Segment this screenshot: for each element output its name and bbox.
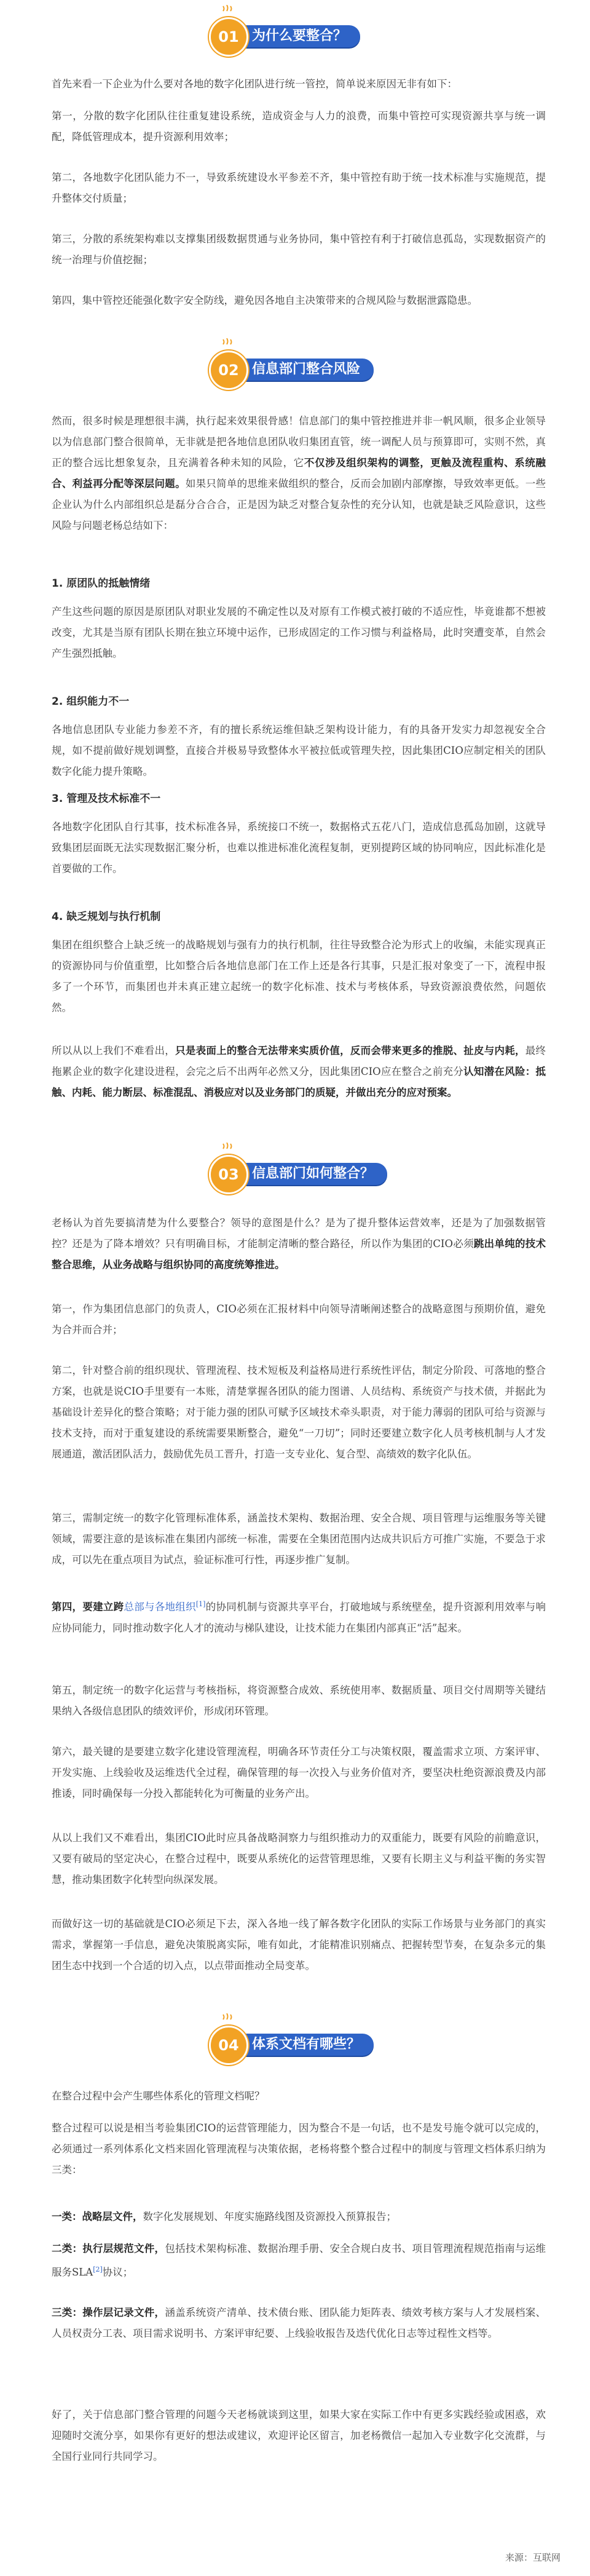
paragraph: 然而，很多时候是理想很丰满，执行起来效果很骨感！信息部门的集中管控推进并非一帆风顺，很多企业领导以为信息部门整合很简单，无非就是把各地信息团队收归集团直管，统一调配人员与预算即可，实则不然，真正的整合远比想象复杂，且充满着各种未知的风险，它不仅涉及组织架构的调整，更触及流程重构、系统融合、利益再分配等深层问题。如果只简单的思维来做组织的整合，反而会加剧内部摩擦，导致效率更低。一些企业认为什么内部组织总是磊分合合合，正是因为缺乏对整合复杂性的充分认知，也就是缺乏风险意识，这些风险与问题老杨总结如下： bbox=[52, 415, 546, 531]
section-04-header bbox=[209, 2017, 381, 2070]
steam-cup-icon bbox=[218, 5, 236, 17]
subheading: 2. 组织能力不一 bbox=[52, 696, 130, 708]
paragraph: 产生这些问题的原因是原团队对职业发展的不确定性以及对原有工作模式被打破的不适应性，毕竟谁都不想被改变，尤其是当原有团队长期在独立环境中运作，已形成固定的工作习惯与利益格局，此时突遭变革，自然会产生强烈抵触。 bbox=[52, 606, 546, 659]
paragraph: 所以从以上我们不难看出，只是表面上的整合无法带来实质价值，反而会带来更多的推脱、扯皮与内耗，最终拖累企业的数字化建设进程，会完之后不出两年必然又分，因此集团CIO应在整合之前充分认知潜在风险：抵触、内耗、能力断层、标准混乱、消极应对以及业务部门的质疑，并做出充分的应对预案。 bbox=[52, 1045, 546, 1098]
paragraph: 首先来看一下企业为什么要对各地的数字化团队进行统一管控，简单说来原因无非有如下： bbox=[52, 78, 457, 90]
list-item: 二类：执行层规范文件，包括技术架构标准、数据治理手册、安全合规白皮书、项目管理流程规范指南与运维服务SLA[2]协议； bbox=[52, 2243, 546, 2278]
paragraph: 而做好这一切的基础就是CIO必须足下去，深入各地一线了解各数字化团队的实际工作场景与业务部门的真实需求，掌握第一手信息，避免决策脱离实际，唯有如此，才能精准识别痛点、把握转型节奏，在复杂多元的集团生态中找到一个合适的切入点，以点带面推动全局变革。 bbox=[52, 1918, 546, 1972]
footnote-ref[interactable]: [2] bbox=[93, 2265, 103, 2273]
section-title: 信息部门整合风险 bbox=[231, 359, 374, 381]
section-number: 01 bbox=[209, 17, 248, 57]
steam-cup-icon bbox=[218, 1143, 236, 1155]
section-number: 02 bbox=[209, 351, 248, 390]
paragraph: 集团在组织整合上缺乏统一的战略规划与强有力的执行机制，往往导致整合沦为形式上的收编，未能实现真正的资源协同与价值重塑，比如整合后各地信息部门在工作上还是各行其事，只是汇报对象变了一下，流程申报多了一个环节，而集团也并未真正建立起统一的数字化标准、技术与考核体系，导致资源浪费依然，问题依然。 bbox=[52, 939, 546, 1013]
paragraph: 第五，制定统一的数字化运营与考核指标，将资源整合成效、系统使用率、数据质量、项目交付周期等关键结果纳入各级信息团队的绩效评价，形成闭环管理。 bbox=[52, 1684, 546, 1717]
paragraph: 从以上我们又不难看出，集团CIO此时应具备战略洞察力与组织推动力的双重能力，既要有风险的前瞻意识，又要有破局的坚定决心，在整合过程中，既要从系统化的运营管理思维，又要有长期主义与利益平衡的务实智慧，推动集团数字化转型向纵深发展。 bbox=[52, 1832, 546, 1885]
footnote-ref[interactable]: [1] bbox=[195, 1600, 206, 1608]
section-title: 信息部门如何整合？ bbox=[231, 1163, 387, 1185]
source-caption: 来源：互联网 bbox=[505, 2552, 560, 2563]
paragraph: 第三，分散的系统架构难以支撑集团级数据贯通与业务协同，集中管控有利于打破信息孤岛，实现数据资产的统一治理与价值挖掘； bbox=[52, 233, 546, 266]
paragraph: 第三，需制定统一的数字化管理标准体系，涵盖技术架构、数据治理、安全合规、项目管理与运维服务等关键领域，需要注意的是该标准在集团内部统一标准，需要在全集团范围内达成共识后方可推广实施，不要急于求成，可以先在重点项目为试点，验证标准可行性，再逐步推广复制。 bbox=[52, 1512, 546, 1566]
paragraph: 第二，各地数字化团队能力不一，导致系统建设水平参差不齐，集中管控有助于统一技术标准与实施规范，提升整体交付质量； bbox=[52, 172, 546, 204]
section-number: 04 bbox=[209, 2026, 248, 2065]
section-title: 体系文档有哪些？ bbox=[231, 2034, 374, 2056]
paragraph: 各地数字化团队自行其事，技术标准各异，系统接口不统一，数据格式五花八门，造成信息孤岛加剧，这就导致集团层面既无法实现数据汇聚分析，也难以推进标准化流程复制，更别提跨区域的协同响应，因此标准化是首要做的工作。 bbox=[52, 821, 546, 874]
section-01-header bbox=[209, 9, 381, 61]
paragraph: 老杨认为首先要搞清楚为什么要整合？领导的意图是什么？是为了提升整体运营效率，还是为了加强数据管控？还是为了降本增效？只有明确目标，才能制定清晰的整合路径，所以作为集团的CIO必须跳出单纯的技术整合思维，从业务战略与组织协同的高度统筹推进。 bbox=[52, 1217, 546, 1270]
steam-cup-icon bbox=[218, 338, 236, 351]
paragraph: 第一，分散的数字化团队往往重复建设系统，造成资金与人力的浪费，而集中管控可实现资源共享与统一调配，降低管理成本，提升资源利用效率； bbox=[52, 110, 546, 143]
paragraph: 整合过程可以说是相当考验集团CIO的运营管理能力，因为整合不是一句话，也不是发号施令就可以完成的，必须通过一系列体系化文档来固化管理流程与决策依据，老杨将整个整合过程中的制度与管理文档体系归纳为三类： bbox=[52, 2122, 546, 2176]
paragraph: 第四，集中管控还能强化数字安全防线，避免因各地自主决策带来的合规风险与数据泄露隐患。 bbox=[52, 295, 478, 306]
inline-link[interactable]: 总部与各地组织 bbox=[124, 1601, 196, 1613]
section-02-header bbox=[209, 342, 381, 395]
subheading: 3. 管理及技术标准不一 bbox=[52, 793, 161, 805]
paragraph: 好了，关于信息部门整合管理的问题今天老杨就谈到这里，如果大家在实际工作中有更多实践经验或困惑，欢迎随时交流分享，如果你有更好的想法或建议，欢迎评论区留言，加老杨微信一起加入专业数字化交流群，与全国行业同行共同学习。 bbox=[52, 2409, 546, 2462]
steam-cup-icon bbox=[218, 2013, 236, 2026]
paragraph: 在整合过程中会产生哪些体系化的管理文档呢？ bbox=[52, 2090, 265, 2102]
subheading: 4. 缺乏规划与执行机制 bbox=[52, 911, 161, 923]
section-title: 为什么要整合？ bbox=[231, 25, 360, 47]
paragraph: 第二，针对整合前的组织现状、管理流程、技术短板及利益格局进行系统性评估，制定分阶段、可落地的整合方案，也就是说CIO手里要有一本账，清楚掌握各团队的能力图谱、人员结构、系统资产与技术债，并据此为基础设计差异化的整合策略；对于能力强的团队可赋予区域技术牵头职责，对于能力薄弱的团队可给与资源与技术支持，而对于重复建设的系统需要果断整合，避免“一刀切”；同时还要建立数字化人员考核机制与人才发展通道，激活团队活力，鼓励优先员工晋升，打造一支专业化、复合型、高绩效的数字化队伍。 bbox=[52, 1365, 546, 1460]
paragraph: 第六，最关键的是要建立数字化建设管理流程，明确各环节责任分工与决策权限，覆盖需求立项、方案评审、开发实施、上线验收及运维迭代全过程，确保管理的每一次投入与业务价值对齐，要坚决杜绝资源浪费及内部推诿，同时确保每一分投入都能转化为可衡量的业务产出。 bbox=[52, 1746, 546, 1799]
paragraph: 第一，作为集团信息部门的负责人，CIO必须在汇报材料中向领导清晰阐述整合的战略意图与预期价值，避免为合并而合并； bbox=[52, 1303, 546, 1336]
section-number: 03 bbox=[209, 1155, 248, 1194]
subheading: 1. 原团队的抵触情绪 bbox=[52, 577, 151, 590]
paragraph: 各地信息团队专业能力参差不齐，有的擅长系统运维但缺乏架构设计能力，有的具备开发实力却忽视安全合规，如不提前做好规划调整，直接合并极易导致整体水平被拉低或管理失控，因此集团CIO应制定相关的团队数字化能力提升策略。 bbox=[52, 724, 546, 777]
list-item: 一类：战略层文件，数字化发展规划、年度实施路线图及资源投入预算报告； bbox=[52, 2211, 396, 2222]
paragraph: 第四，要建立跨总部与各地组织[1]的协同机制与资源共享平台，打破地域与系统壁垒，提升资源利用效率与响应协同能力，同时推动数字化人才的流动与梯队建设，让技术能力在集团内部真正“活”起来。 bbox=[52, 1600, 546, 1634]
list-item: 三类：操作层记录文件，涵盖系统资产清单、技术债台账、团队能力矩阵表、绩效考核方案与人才发展档案、人员权责分工表、项目需求说明书、方案评审纪要、上线验收报告及迭代优化日志等过程性文档等。 bbox=[52, 2307, 546, 2339]
section-03-header bbox=[209, 1146, 381, 1199]
